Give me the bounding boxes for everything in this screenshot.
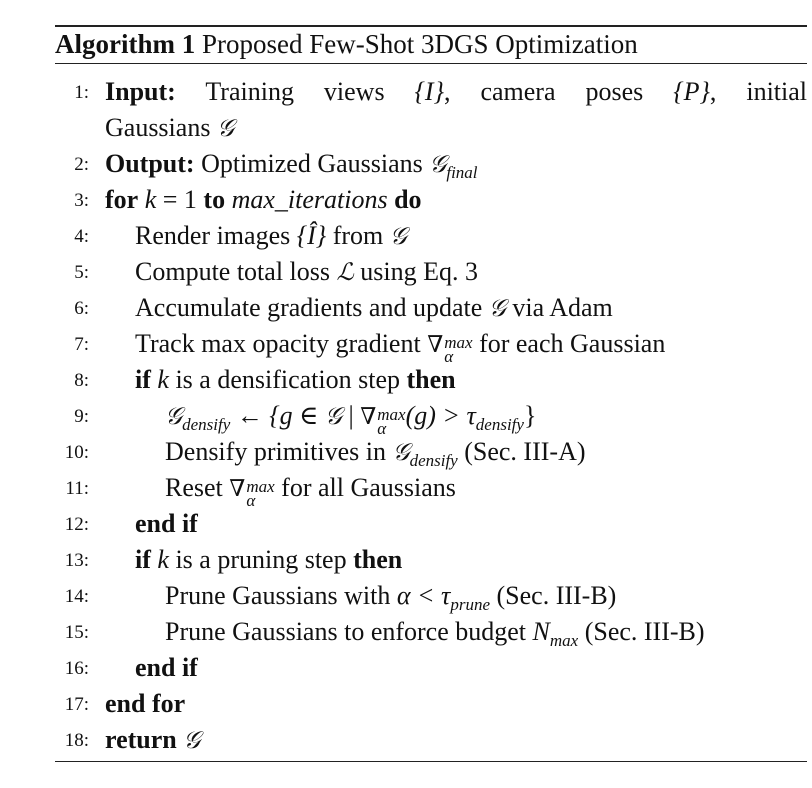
line-16: [55, 650, 807, 686]
line-number: 11:: [65, 478, 89, 499]
line-number: 5:: [74, 262, 89, 283]
caption-rule: [55, 63, 807, 64]
gaussians-symbol: 𝒢: [183, 726, 201, 754]
line-number: 3:: [74, 190, 89, 211]
keyword-to: to: [203, 185, 226, 214]
keyword-input: Input:: [105, 77, 176, 106]
keyword-return: return: [105, 725, 177, 754]
line-number: 13:: [64, 550, 89, 571]
line-1: [55, 74, 807, 110]
nabla-symbol: ∇: [229, 476, 246, 502]
top-rule: [55, 25, 807, 27]
algorithm-caption: [55, 28, 638, 60]
line-4: 4: Render images {Î} from 𝒢: [55, 218, 807, 254]
line-13: 13: if k is a pruning step then: [55, 542, 807, 578]
line-11: 11: Reset ∇ max α for all Gaussians: [55, 470, 807, 506]
line-15: 15: Prune Gaussians to enforce budget $N_{max}$ (Sec. III-B): [55, 614, 807, 650]
algorithm-title: Proposed Few-Shot 3DGS Optimization: [201, 29, 638, 59]
line-number: 2:: [74, 154, 89, 175]
line-9: 9: 𝒢$_{densify}$ ← {g ∈ 𝒢 | ∇ max α $(g) > \tau_{densify}$}: [55, 398, 807, 434]
keyword-then: then: [353, 545, 403, 574]
line-12: [55, 506, 807, 542]
line-number: 8:: [74, 370, 89, 391]
keyword-for: for: [105, 185, 139, 214]
line-number: 10:: [64, 442, 89, 463]
gaussians-symbol: 𝒢: [389, 222, 407, 250]
gaussians-symbol: 𝒢: [488, 294, 506, 322]
keyword-output: Output:: [105, 149, 195, 178]
line-number: 17:: [64, 694, 89, 715]
line-number: 15:: [64, 622, 89, 643]
line-17: [55, 686, 807, 722]
line-18: [55, 722, 807, 758]
keyword-end-for: end for: [105, 689, 186, 718]
line-number: 14:: [64, 586, 89, 607]
nabla-symbol: ∇: [427, 332, 444, 358]
line-10: 10: Densify primitives in 𝒢$_{densify}$ (Sec. III-A): [55, 434, 807, 470]
line-1-continued: Gaussians 𝒢: [105, 113, 235, 142]
line-number: 1:: [74, 82, 89, 103]
bottom-rule: [55, 761, 807, 762]
line-2: 2: Output: Optimized Gaussians 𝒢$_{final}$: [55, 146, 807, 182]
keyword-end-if: end if: [135, 509, 198, 538]
nabla-symbol: ∇: [360, 404, 377, 430]
line-number: 18:: [64, 730, 89, 751]
line-3: 3: for k = 1 to max_iterations do: [55, 182, 807, 218]
line-8: 8: if k is a densification step then: [55, 362, 807, 398]
line-5: 5: Compute total loss ℒ using Eq. 3: [55, 254, 807, 290]
line-number: 7:: [74, 334, 89, 355]
line-number: 12:: [64, 514, 89, 535]
gaussians-symbol: 𝒢: [324, 402, 342, 430]
line-number: 9:: [74, 406, 89, 427]
line-number: 6:: [74, 298, 89, 319]
algorithm-label: Algorithm 1: [55, 29, 196, 59]
line-number: 16:: [64, 658, 89, 679]
keyword-do: do: [394, 185, 422, 214]
loss-symbol: ℒ: [336, 258, 354, 286]
line-14: 14: Prune Gaussians with $\alpha < \tau_{prune}$ (Sec. III-B): [55, 578, 807, 614]
keyword-if: if: [135, 545, 151, 574]
gaussians-symbol: 𝒢: [165, 402, 183, 430]
keyword-if: if: [135, 365, 151, 394]
set-camera-poses: {P}: [673, 77, 710, 106]
gaussians-symbol: 𝒢: [429, 150, 447, 178]
line-7: 7: Track max opacity gradient ∇ max α for each Gaussian: [55, 326, 807, 362]
gaussians-symbol: 𝒢: [216, 114, 235, 142]
line-6: 6: Accumulate gradients and update 𝒢 via Adam: [55, 290, 807, 326]
keyword-end-if: end if: [135, 653, 198, 682]
gaussians-symbol: 𝒢: [392, 438, 410, 466]
set-training-views: {I}: [414, 77, 444, 106]
line-1-text: Input: Training views {I}, camera poses {P}, initial: [105, 77, 808, 106]
algorithm-block: [55, 0, 807, 788]
line-number: 4:: [74, 226, 89, 247]
keyword-then: then: [406, 365, 456, 394]
